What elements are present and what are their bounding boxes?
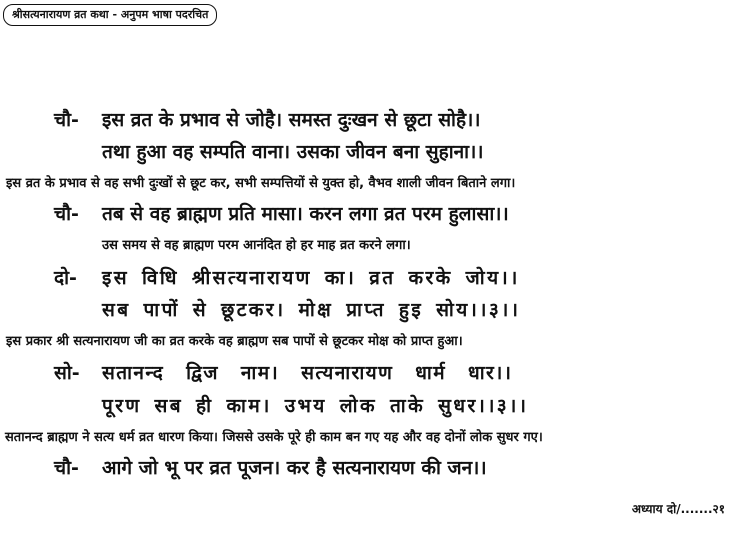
prose-line-2: उस समय से वह ब्राह्मण परम आनंदित हो हर माह व्रत करने लगा।	[102, 238, 411, 253]
verse-text: इस व्रत के प्रभाव से जोहै। समस्त दुःखन से छूटा सोहै।।	[102, 109, 481, 131]
prose-line-4: सतानन्द ब्राह्मण ने सत्य धर्म व्रत धारण किया। जिससे उसके पूरे ही काम बन गए यह और वह दोनों लोक सुधर गए।	[5, 430, 543, 445]
prose-line-3: इस प्रकार श्री सत्यनारायण जी का व्रत करके वह ब्राह्मण सब पापों से छूटकर मोक्ष को प्राप्त हुआ।	[6, 334, 463, 349]
header-title-tab: श्रीसत्यनारायण व्रत कथा - अनुपम भाषा पदरचित	[3, 4, 217, 26]
verse-marker: चौ-	[54, 109, 79, 131]
verse-text: तब से वह ब्राह्मण प्रति मासा। करन लगा व्रत परम हुलासा।।	[102, 203, 509, 225]
chapter-page-ref: अध्याय दो/.......२१	[631, 502, 725, 516]
verse-marker: सो-	[54, 362, 80, 384]
verse-text: आगे जो भू पर व्रत पूजन। कर है सत्यनारायण की जन।।	[102, 457, 487, 479]
verse-marker: चौ-	[54, 203, 79, 225]
verse-text: इस विधि श्रीसत्यनारायण का। व्रत करके जोय।।	[102, 267, 520, 289]
prose-line-1: इस व्रत के प्रभाव से वह सभी दुःखों से छूट कर, सभी सम्पत्तियों से युक्त हो, वैभव शाली जीवन बिताने लगा।	[6, 176, 516, 191]
verse-text: तथा हुआ वह सम्पति वाना। उसका जीवन बना सुहाना।।	[102, 141, 484, 163]
verse-text: पूरण सब ही काम। उभय लोक ताके सुधर।।३।।	[102, 395, 529, 417]
verse-marker: चौ-	[54, 457, 79, 479]
verse-text: सतानन्द द्विज नाम। सत्यनारायण धार्म धार।।	[102, 362, 513, 384]
verse-marker: दो-	[54, 267, 77, 289]
verse-text: सब पापों से छूटकर। मोक्ष प्राप्त हुइ सोय।।३।।	[102, 299, 521, 321]
